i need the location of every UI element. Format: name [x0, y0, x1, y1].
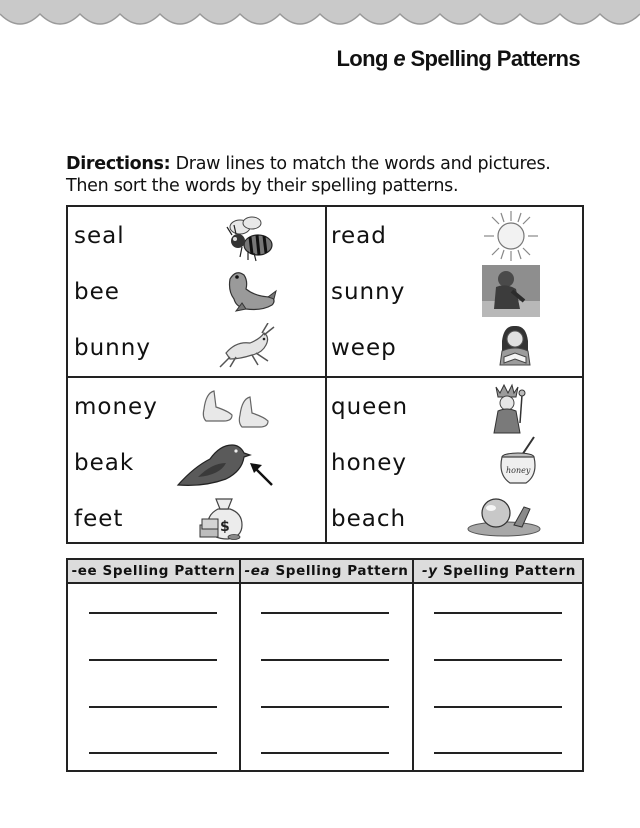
money-bag-icon: [198, 495, 246, 541]
matching-grid: [66, 205, 584, 544]
grid-divider-horizontal: [68, 376, 582, 378]
column-header-y: [414, 560, 584, 582]
page-title: [336, 46, 580, 72]
sorting-table: [66, 558, 584, 772]
answer-blank-y-1[interactable]: [434, 612, 562, 614]
sorting-divider-2: [412, 560, 414, 770]
seal-icon: [222, 267, 278, 313]
svg-text:honey: honey: [506, 466, 531, 475]
answer-blank-ee-1[interactable]: [89, 612, 217, 614]
column-header-ee-prefix: -ee: [71, 563, 98, 579]
word-beach: beach: [331, 506, 407, 532]
word-seal: seal: [74, 223, 125, 249]
sun-icon: [482, 209, 540, 263]
beach-ball-icon: [466, 495, 542, 539]
directions-line-2: Then sort the words by their spelling patterns.: [66, 176, 459, 196]
feet-icon: [198, 387, 274, 431]
answer-blank-ea-4[interactable]: [261, 752, 389, 754]
column-header-ea-prefix: -ea: [244, 563, 271, 579]
honey-pot-icon: [496, 435, 540, 487]
column-header-ee: [68, 560, 239, 582]
column-header-y-prefix: -y: [422, 563, 438, 579]
word-feet: feet: [74, 506, 124, 532]
title-prefix: Long: [336, 46, 394, 71]
sorting-divider-1: [239, 560, 241, 770]
answer-blank-ea-3[interactable]: [261, 706, 389, 708]
word-bunny: bunny: [74, 335, 151, 361]
answer-blank-ea-2[interactable]: [261, 659, 389, 661]
word-bee: bee: [74, 279, 120, 305]
word-sunny: sunny: [331, 279, 406, 305]
bee-icon: [222, 213, 278, 263]
answer-blank-y-3[interactable]: [434, 706, 562, 708]
word-read: read: [331, 223, 387, 249]
queen-icon: [486, 383, 530, 435]
title-emphasis: e: [393, 46, 405, 71]
reading-girl-icon: [492, 323, 538, 369]
scalloped-border: [0, 0, 640, 40]
column-header-ea: [241, 560, 412, 582]
answer-blank-y-2[interactable]: [434, 659, 562, 661]
column-header-y-suffix: Spelling Pattern: [437, 563, 576, 579]
word-money: money: [74, 394, 158, 420]
word-weep: weep: [331, 335, 397, 361]
svg-text:$: $: [220, 519, 230, 535]
answer-blank-ee-3[interactable]: [89, 706, 217, 708]
column-header-ee-suffix: Spelling Pattern: [97, 563, 236, 579]
word-queen: queen: [331, 394, 409, 420]
crying-girl-icon: [482, 265, 540, 317]
directions-line-1: Draw lines to match the words and pictures.: [170, 154, 551, 174]
word-beak: beak: [74, 450, 135, 476]
answer-blank-ee-2[interactable]: [89, 659, 217, 661]
bird-icon: [174, 437, 276, 489]
column-header-ea-suffix: Spelling Pattern: [270, 563, 409, 579]
directions-label: Directions:: [66, 154, 171, 174]
directions: [66, 153, 586, 197]
answer-blank-ee-4[interactable]: [89, 752, 217, 754]
sorting-table-header: [68, 560, 582, 584]
answer-blank-ea-1[interactable]: [261, 612, 389, 614]
word-honey: honey: [331, 450, 407, 476]
grid-divider-vertical: [325, 207, 327, 542]
rabbit-icon: [216, 323, 276, 369]
title-suffix: Spelling Patterns: [404, 46, 580, 71]
answer-blank-y-4[interactable]: [434, 752, 562, 754]
